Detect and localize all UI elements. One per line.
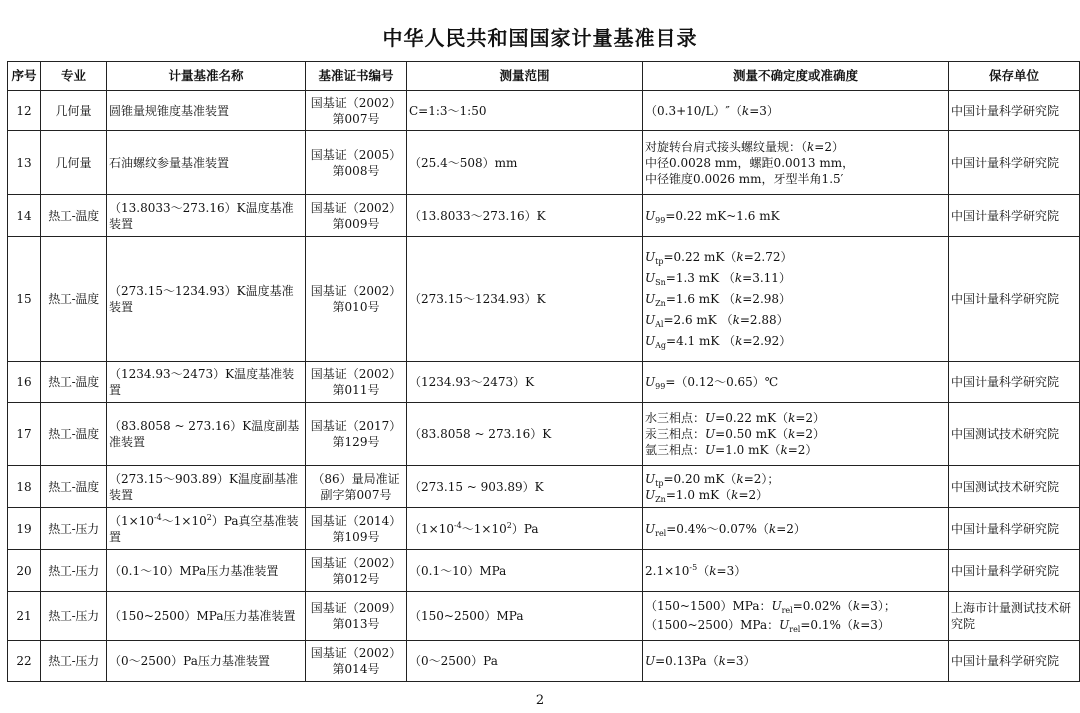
u-subscript: tp — [655, 478, 664, 488]
u-subscript: tp — [655, 256, 664, 266]
range-part: ～1×10 — [461, 521, 507, 536]
row-range: （273.15～1234.93）K — [407, 237, 643, 362]
u-symbol: U — [645, 270, 656, 285]
header-cert: 基准证书编号 — [306, 62, 407, 91]
u-value: （ — [697, 563, 710, 578]
u-line — [645, 310, 946, 331]
u-value: =0.50 mK（ — [715, 427, 789, 441]
cert-line: 国基证（2002） — [310, 555, 402, 570]
row-field: 热工-压力 — [41, 550, 107, 592]
cert-line: 第011号 — [332, 383, 380, 397]
name-exponent: 2 — [206, 512, 212, 522]
coverage-factor: k — [731, 487, 739, 502]
cert-line: 国基证（2017） — [310, 419, 402, 433]
row-unit: 中国计量科学研究院 — [949, 508, 1080, 550]
table-row — [8, 403, 1080, 466]
row-range: （25.4～508）mm — [407, 131, 643, 195]
name-text: （1234.93～2473）K温度基准装置 — [109, 367, 295, 397]
row-field: 热工-温度 — [41, 362, 107, 403]
u-symbol: U — [779, 618, 790, 632]
coverage-factor: k — [768, 521, 777, 536]
row-unit — [949, 592, 1080, 641]
name-text: （150~2500）MPa压力基准装置 — [109, 609, 296, 623]
u-line: 中径0.0028 mm，螺距0.0013 mm， — [645, 155, 855, 170]
cert-line: 国基证（2002） — [310, 200, 402, 215]
page-number: 2 — [535, 693, 545, 708]
row-uncertainty — [643, 403, 949, 466]
row-range: （0.1～10）MPa — [407, 550, 643, 592]
u-line — [645, 410, 946, 426]
row-name — [107, 508, 306, 550]
unit-text: 上海市计量测试技术研究院 — [951, 601, 1072, 631]
u-subscript: Al — [655, 319, 664, 329]
row-unit: 中国计量科学研究院 — [949, 641, 1080, 682]
coverage-factor: k — [736, 471, 744, 486]
row-unit: 中国测试技术研究院 — [949, 403, 1080, 466]
range-part: ）Pa — [511, 521, 539, 536]
u-k-value: =3.11） — [742, 270, 791, 285]
u-line — [645, 331, 946, 352]
row-name — [107, 466, 306, 508]
header-no: 序号 — [8, 62, 41, 91]
table-row — [8, 641, 1080, 682]
table-row — [8, 131, 1080, 195]
u-k-value: =2.72） — [743, 249, 793, 264]
u-k-value: =2） — [795, 427, 826, 441]
row-cert — [306, 641, 407, 682]
row-no: 20 — [8, 550, 41, 592]
u-line — [645, 289, 946, 310]
cert-line: （86）量局准证 — [312, 471, 400, 486]
row-unit: 中国计量科学研究院 — [949, 550, 1080, 592]
cert-line: 第013号 — [332, 617, 380, 631]
row-range: （0～2500）Pa — [407, 641, 643, 682]
row-cert — [306, 195, 407, 237]
row-name — [107, 362, 306, 403]
cert-line: 国基证（2014） — [310, 513, 402, 528]
u-line — [645, 247, 946, 268]
row-field: 热工-温度 — [41, 466, 107, 508]
row-unit: 中国测试技术研究院 — [949, 466, 1080, 508]
table-row — [8, 550, 1080, 592]
row-cert — [306, 466, 407, 508]
cert-line: 副字第007号 — [320, 487, 392, 502]
row-no: 12 — [8, 91, 41, 131]
u-symbol: U — [705, 443, 716, 457]
cert-line: 第008号 — [332, 163, 380, 178]
u-tail: =3） — [749, 103, 779, 118]
u-symbol: U — [645, 521, 656, 536]
u-value: =1.3 mK （ — [665, 270, 735, 285]
row-no: 21 — [8, 592, 41, 641]
u-subscript: rel — [789, 625, 801, 634]
row-name — [107, 641, 306, 682]
u-value: 2.1×10 — [645, 563, 690, 578]
header-uncertainty: 测量不确定度或准确度 — [643, 62, 949, 91]
u-symbol: U — [645, 375, 656, 389]
row-cert — [306, 362, 407, 403]
u-k-value: =2）； — [743, 471, 780, 486]
u-value: =1.0 mK（ — [665, 487, 732, 502]
u-k-value: =2） — [795, 411, 826, 425]
u-line — [645, 139, 946, 155]
coverage-factor: k — [788, 427, 796, 441]
cert-line: 第012号 — [332, 571, 380, 586]
u-value: =1.0 mK（ — [715, 443, 781, 457]
header-range: 测量范围 — [407, 62, 643, 91]
cert-line: 第010号 — [332, 300, 380, 314]
u-value: =（0.12～0.65）℃ — [665, 375, 779, 389]
cert-line: 国基证（2002） — [310, 284, 402, 298]
u-k-value: =3） — [725, 654, 756, 668]
u-value: =0.13Pa（ — [655, 654, 719, 668]
u-symbol: U — [645, 208, 656, 223]
u-line — [645, 487, 946, 503]
row-field: 热工-压力 — [41, 641, 107, 682]
u-symbol: U — [645, 249, 656, 264]
cert-line: 国基证（2002） — [310, 646, 402, 660]
row-uncertainty — [643, 508, 949, 550]
row-no: 22 — [8, 641, 41, 682]
coverage-factor: k — [788, 411, 796, 425]
coverage-factor: k — [709, 563, 717, 578]
range-exponent: -4 — [453, 520, 462, 530]
cert-line: 国基证（2002） — [310, 367, 402, 381]
name-text: （0.1～10）MPa压力基准装置 — [109, 563, 279, 578]
row-no: 15 — [8, 237, 41, 362]
name-part: （1×10 — [109, 513, 154, 528]
coverage-factor: k — [735, 333, 743, 348]
table-row — [8, 91, 1080, 131]
u-line — [645, 616, 946, 635]
coverage-factor: k — [807, 139, 815, 154]
row-cert — [306, 131, 407, 195]
row-name — [107, 237, 306, 362]
row-uncertainty — [643, 91, 949, 131]
name-part: ～1×10 — [161, 513, 207, 528]
row-unit: 中国计量科学研究院 — [949, 131, 1080, 195]
u-text: （0.3+10/L）″（ — [645, 103, 742, 118]
row-name — [107, 403, 306, 466]
u-prefix: 氩三相点： — [645, 443, 706, 457]
u-prefix: 水三相点： — [645, 411, 706, 425]
range-exponent: 2 — [506, 520, 512, 530]
u-symbol: U — [645, 291, 656, 306]
name-text: （273.15～903.89）K温度副基准装置 — [109, 471, 298, 502]
u-value: =0.22 mK~1.6 mK — [665, 208, 780, 223]
row-field: 热工-温度 — [41, 195, 107, 237]
u-subscript: rel — [655, 528, 667, 538]
row-range: （13.8033～273.16）K — [407, 195, 643, 237]
row-range: （150~2500）MPa — [407, 592, 643, 641]
row-uncertainty — [643, 362, 949, 403]
u-line — [645, 471, 946, 487]
cert-line: 第109号 — [332, 529, 380, 544]
row-cert — [306, 403, 407, 466]
row-uncertainty — [643, 195, 949, 237]
u-value: =0.1%（ — [800, 618, 853, 632]
u-k-value: =2.88） — [739, 312, 789, 327]
row-no: 18 — [8, 466, 41, 508]
u-prefix: （150~1500）MPa： — [645, 599, 772, 613]
row-range: C=1:3～1:50 — [407, 91, 643, 131]
u-value: =0.22 mK（ — [715, 411, 789, 425]
name-exponent: -4 — [153, 512, 162, 522]
u-subscript: 99 — [655, 215, 666, 225]
row-uncertainty — [643, 131, 949, 195]
u-value: =0.4%～0.07%（ — [666, 521, 769, 536]
u-k-value: =3） — [716, 563, 747, 578]
row-range: （1234.93～2473）K — [407, 362, 643, 403]
u-text: 对旋转台肩式接头螺纹量规：（ — [645, 139, 808, 154]
name-text: （0～2500）Pa压力基准装置 — [109, 654, 270, 668]
name-text: 石油螺纹参量基准装置 — [109, 155, 230, 170]
u-value: =0.02%（ — [792, 599, 853, 613]
coverage-factor: k — [780, 443, 788, 457]
row-range — [407, 508, 643, 550]
row-uncertainty — [643, 466, 949, 508]
row-cert — [306, 237, 407, 362]
cert-line: 第014号 — [332, 662, 380, 676]
cert-line: 第007号 — [332, 111, 380, 126]
row-field: 几何量 — [41, 131, 107, 195]
u-value: =1.6 mK （ — [665, 291, 735, 306]
cert-line: 国基证（2009） — [310, 601, 402, 615]
u-value: =4.1 mK （ — [666, 333, 736, 348]
row-field: 热工-压力 — [41, 592, 107, 641]
row-no: 19 — [8, 508, 41, 550]
table-row — [8, 508, 1080, 550]
u-k-value: =3） — [860, 618, 890, 632]
u-symbol: U — [645, 333, 656, 348]
u-line: 中径锥度0.0026 mm，牙型半角1.5′ — [645, 171, 844, 186]
coverage-factor: k — [852, 618, 861, 632]
u-line — [645, 268, 946, 289]
u-symbol: U — [771, 599, 782, 613]
name-part: ）Pa真空基准装置 — [109, 513, 299, 544]
u-line — [645, 597, 946, 616]
name-text: （273.15～1234.93）K温度基准装置 — [109, 284, 294, 314]
header-name: 计量基准名称 — [107, 62, 306, 91]
coverage-factor: k — [718, 654, 726, 668]
coverage-factor: k — [734, 270, 743, 285]
row-cert — [306, 550, 407, 592]
row-unit: 中国计量科学研究院 — [949, 362, 1080, 403]
table-row — [8, 237, 1080, 362]
table-row — [8, 466, 1080, 508]
row-name — [107, 550, 306, 592]
row-unit: 中国计量科学研究院 — [949, 195, 1080, 237]
header-unit: 保存单位 — [949, 62, 1080, 91]
table-row — [8, 195, 1080, 237]
row-cert — [306, 91, 407, 131]
u-k-value: =2） — [738, 487, 769, 502]
row-name — [107, 91, 306, 131]
row-uncertainty — [643, 550, 949, 592]
u-k-value: =2） — [776, 521, 806, 536]
u-symbol: U — [645, 312, 656, 327]
row-field: 热工-温度 — [41, 237, 107, 362]
cert-line: 第009号 — [332, 216, 380, 231]
u-value: =0.22 mK（ — [663, 249, 737, 264]
row-name — [107, 592, 306, 641]
u-subscript: Sn — [655, 277, 666, 287]
row-range: （273.15 ~ 903.89）K — [407, 466, 643, 508]
u-symbol: U — [645, 487, 656, 502]
name-text: 圆锥量规锥度基准装置 — [109, 103, 230, 118]
cert-line: 第129号 — [332, 435, 380, 449]
u-symbol: U — [645, 471, 656, 486]
u-k-value: =3）； — [860, 599, 896, 613]
row-name — [107, 195, 306, 237]
name-text: （83.8058 ~ 273.16）K温度副基准装置 — [109, 419, 300, 449]
coverage-factor: k — [852, 599, 861, 613]
coverage-factor: k — [736, 249, 744, 264]
row-no: 17 — [8, 403, 41, 466]
u-subscript: Ag — [655, 340, 667, 350]
table-row — [8, 362, 1080, 403]
row-uncertainty — [643, 641, 949, 682]
table-row — [8, 592, 1080, 641]
u-exponent: -5 — [689, 562, 698, 572]
row-unit: 中国计量科学研究院 — [949, 91, 1080, 131]
u-symbol: U — [705, 411, 716, 425]
u-subscript: Zn — [655, 494, 666, 504]
u-prefix: （1500~2500）MPa： — [645, 618, 780, 632]
u-k-value: =2.92） — [742, 333, 792, 348]
page-title: 中华人民共和国国家计量基准目录 — [382, 26, 698, 50]
row-uncertainty — [643, 592, 949, 641]
row-cert — [306, 508, 407, 550]
coverage-factor: k — [732, 312, 740, 327]
u-k-value: =2） — [787, 443, 818, 457]
row-field: 热工-压力 — [41, 508, 107, 550]
row-uncertainty — [643, 237, 949, 362]
u-subscript: rel — [781, 606, 793, 615]
coverage-factor: k — [741, 103, 750, 118]
u-line — [645, 442, 946, 458]
u-text: =2） — [814, 139, 844, 154]
table-header-row — [8, 62, 1080, 91]
u-subscript: 99 — [655, 382, 666, 391]
u-subscript: Zn — [655, 298, 666, 308]
u-value: =0.20 mK（ — [663, 471, 737, 486]
coverage-factor: k — [734, 291, 743, 306]
u-prefix: 汞三相点： — [645, 427, 706, 441]
u-line — [645, 426, 946, 442]
u-symbol: U — [705, 427, 716, 441]
cert-line: 国基证（2002） — [310, 95, 402, 110]
name-text — [109, 513, 303, 545]
row-unit: 中国计量科学研究院 — [949, 237, 1080, 362]
row-field: 热工-温度 — [41, 403, 107, 466]
range-part: （1×10 — [409, 521, 454, 536]
row-cert — [306, 592, 407, 641]
row-no: 16 — [8, 362, 41, 403]
row-name — [107, 131, 306, 195]
row-no: 13 — [8, 131, 41, 195]
name-text: （13.8033～273.16）K温度基准装置 — [109, 200, 294, 231]
row-field: 几何量 — [41, 91, 107, 131]
u-k-value: =2.98） — [742, 291, 792, 306]
row-no: 14 — [8, 195, 41, 237]
u-value: =2.6 mK （ — [663, 312, 733, 327]
cert-line: 国基证（2005） — [310, 147, 402, 162]
u-symbol: U — [645, 654, 656, 668]
header-field: 专业 — [41, 62, 107, 91]
row-range: （83.8058 ~ 273.16）K — [407, 403, 643, 466]
standards-table — [7, 61, 1080, 682]
